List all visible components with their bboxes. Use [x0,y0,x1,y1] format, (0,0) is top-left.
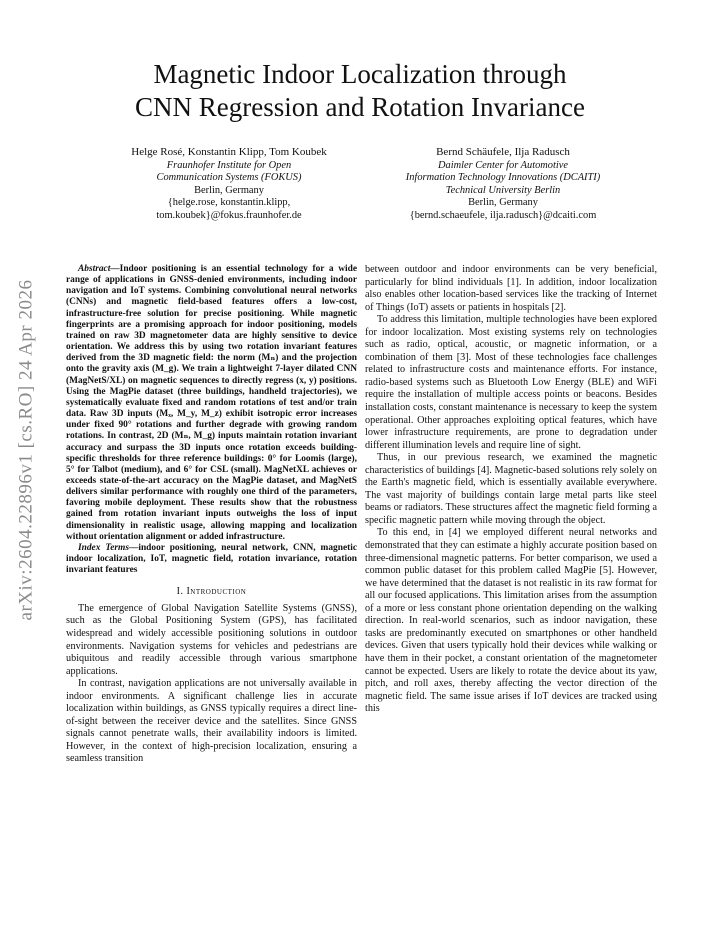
author-names-left: Helge Rosé, Konstantin Klipp, Tom Koubek [131,146,327,158]
intro-paragraph-2: In contrast, navigation applications are not universally available in indoor environments. A significant challenge lies in accurate localization within buildings, as GNSS typically requires a direct line-of-sight between the receiver device and the satellites. Since GNSS signals cannot penetrate walls, their availability indoors is limited. However, in the context of high-precision localization, ensuring a seamless transition [66,678,357,765]
affiliation-right-3: Technical University Berlin [445,184,561,196]
abstract-lead: Abstract [78,264,111,274]
index-terms [66,543,357,576]
arxiv-stamp-text: arXiv:2604.22896v1 [cs.RO] 24 Apr 2026 [15,279,37,621]
city-right: Berlin, Germany [468,197,538,209]
city-left: Berlin, Germany [194,184,264,196]
abstract-text: —Indoor positioning is an essential technology for a wide range of applications in GNSS-denied environments, including indoor navigation and IoT systems. Combining convolutional neural networks (CNNs) and magnetic field-based features offers a low-cost, infrastructure-free solution for precise positioning. While magnetic fingerprints are a promising approach for indoor positioning, models trained on raw 3D magnetometer data are highly sensitive to device orientation. We address this by using two rotation invariant features derived from the 3D magnetic field: the norm (Mₙ) and the projection onto the gravity axis (M_g). We train a lightweight 7-layer dilated CNN (MagNetS/XL) on magnetic sequences to directly regress (x, y) positions. Using the MagPie dataset (three buildings, handheld trajectories), we systematically evaluate fixed and random rotations of test and/or train data. Raw 3D inputs (Mₓ, M_y, M_z) exhibit isotropic error increases under fixed 90° rotations and further degrade with growing random rotations. In contrast, 2D (Mₙ, M_g) inputs maintain rotation invariant accuracy and surpass the 3D inputs once rotation exceeds building-specific thresholds for three reference buildings: 0° for Loomis (large), 5° for Talbot (medium), and 6° for CSL (small). MagNetXL achieves or exceeds state-of-the-art accuracy on the MagPie dataset, and MagNetS delivers similar performance with roughly one third of the parameters, favoring mobile deployment. These results show that the robustness gained from rotation invariant inputs outweighs the loss of input dimensionality in realistic usage, allowing mapping and localization without orientation alignment or added infrastructure. [66,264,357,542]
author-block-right [378,146,628,223]
author-block-left [98,146,360,223]
abstract [66,264,357,543]
affiliation-right-1: Daimler Center for Automotive [438,159,568,171]
index-terms-text: —indoor positioning, neural network, CNN, magnetic indoor localization, IoT, magnetic field, rotation invariance, rotation invariant features [66,542,357,576]
arxiv-identifier-stamp [4,240,48,660]
section-heading-introduction: I. Introduction [176,586,247,598]
title-line-2: CNN Regression and Rotation Invariance [135,92,585,122]
right-paragraph-2: To address this limitation, multiple technologies have been explored for indoor localization. Most existing systems rely on technologies such as radio, optical, acoustic, or magnetic information, or a combination of them [3]. Most of these technologies face challenges related to infrastructure costs and maintenance efforts. For instance, radio-based systems such as Bluetooth Low Energy (BLE) and WiFi require the installation of multiple access points or beacons. Besides installation costs, constant maintenance is necessary to keep the system operational. Other approaches exploiting optical features, which have lower infrastructure requirements, are prone to degradation under different illumination levels and require line of sight. [365,314,657,451]
intro-paragraph-1: The emergence of Global Navigation Satellite Systems (GNSS), such as the Global Positioning System (GPS), has facilitated widespread and widely accessible positioning solutions in outdoor environments. Navigation systems for vehicles and pedestrians are ubiquitous and readily accessible through various smartphone applications. [66,602,357,677]
right-paragraph-1: between outdoor and indoor environments can be very beneficial, particularly for blind individuals [1]. In addition, indoor localization also enables other location-based services like the tracking of Internet of Things (IoT) assets or patients in hospitals [2]. [365,264,657,313]
email-right: {bernd.schaeufele, ilja.radusch}@dcaiti.com [409,209,597,221]
affiliation-left-2: Communication Systems (FOKUS) [156,172,302,184]
affiliation-left-1: Fraunhofer Institute for Open [166,159,292,171]
email-left-2: tom.koubek}@fokus.fraunhofer.de [156,209,302,221]
paper-title [60,58,660,124]
right-paragraph-3: Thus, in our previous research, we examined the magnetic characteristics of buildings [4]. Magnetic-based solutions rely solely on the Earth's magnetic field, which is essentially available everywhere. The vast majority of buildings contain large metal parts like steel beams or radiators. These structures affect the magnetic field forming a specific magnetic pattern while moving through the object. [365,452,657,526]
left-column [66,264,357,766]
index-terms-lead: Index Terms [78,542,129,553]
right-paragraph-4: To this end, in [4] we employed different neural networks and demonstrated that they can estimate a highly accurate position based on three-dimensional magnetic patterns. For better comparison, we used a common public dataset for this problem called MagPie [5]. However, we have determined that the dataset is not realistic in its raw format for all our focused applications. This limitation arises from the assumption of a more or less constant phone orientation depending on the walking direction. In real-world scenarios, such as indoor navigation, these tasks are predominantly executed on smartphones or other handheld devices. Given that users typically hold their devices while walking or have them in their pocket, a constant orientation of the magnetometer cannot be expected. Users are likely to rotate the device about its yaw, pitch, and roll axes, thereby affecting the vector direction of the magnetic field. The same issue arises if IoT devices are tracked using this [365,527,657,715]
affiliation-right-2: Information Technology Innovations (DCAITI) [405,172,601,184]
email-left-1: {helge.rose, konstantin.klipp, [167,197,291,209]
title-line-1: Magnetic Indoor Localization through [153,59,567,89]
author-names-right: Bernd Schäufele, Ilja Radusch [436,146,570,158]
right-column [365,264,657,716]
